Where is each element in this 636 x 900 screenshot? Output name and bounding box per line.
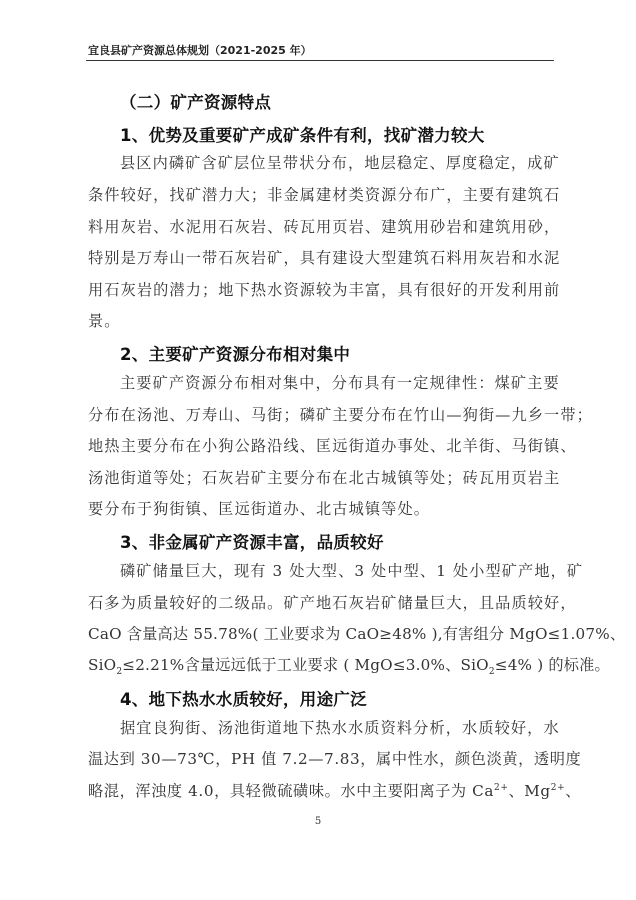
paragraph-line: 地热主要分布在小狗公路沿线、匡远街道办事处、北羊街、马街镇、 bbox=[88, 437, 577, 455]
subscript: 2 bbox=[116, 667, 123, 678]
paragraph-line: 特别是万寿山一带石灰岩矿，具有建设大型建筑石料用灰岩和水泥 bbox=[88, 249, 561, 267]
text-run: ≤2.21%含量远远低于工业要求 ( MgO≤3.0%、SiO bbox=[122, 656, 489, 674]
header-rule bbox=[86, 60, 554, 61]
paragraph-line: 石多为质量较好的二级品。矿产地石灰岩矿储量巨大，且品质较好， bbox=[88, 594, 577, 612]
paragraph-line: 景。 bbox=[88, 312, 121, 330]
paragraph-line: 分布在汤池、万寿山、马街；磷矿主要分布在竹山—狗街—九乡一带； bbox=[88, 406, 593, 424]
paragraph-line: 磷矿储量巨大，现有 3 处大型、3 处中型、1 处小型矿产地，矿 bbox=[120, 562, 584, 580]
subsection-heading-1: 1、优势及重要矿产成矿条件有利，找矿潜力较大 bbox=[120, 126, 485, 145]
paragraph-line: CaO 含量高达 55.78%( 工业要求为 CaO≥48% ),有害组分 MgO≤1.07%、 bbox=[88, 625, 626, 643]
paragraph-line: 要分布于狗街镇、匡远街道办、北古城镇等处。 bbox=[88, 500, 431, 518]
paragraph-line: 条件较好，找矿潜力大；非金属建材类资源分布广，主要有建筑石 bbox=[88, 186, 561, 204]
paragraph-line: 用石灰岩的潜力；地下热水资源较为丰富，具有很好的开发利用前 bbox=[88, 281, 561, 299]
text-run: 、 bbox=[565, 782, 582, 800]
paragraph-line: 县区内磷矿含矿层位呈带状分布，地层稳定、厚度稳定，成矿 bbox=[120, 154, 560, 172]
paragraph-line: 料用灰岩、水泥用石灰岩、砖瓦用页岩、建筑用砂岩和建筑用砂， bbox=[88, 218, 561, 236]
text-run: ≤4% ) 的标准。 bbox=[494, 656, 610, 674]
superscript: 2+ bbox=[550, 782, 566, 793]
subscript: 2 bbox=[488, 667, 495, 678]
paragraph-line bbox=[88, 780, 581, 801]
paragraph-line: 据宜良狗街、汤池街道地下热水水质资料分析，水质较好，水 bbox=[120, 719, 560, 737]
subsection-heading-2: 2、主要矿产资源分布相对集中 bbox=[120, 345, 351, 364]
subsection-heading-3: 3、非金属矿产资源丰富，品质较好 bbox=[120, 533, 384, 552]
text-run: SiO bbox=[88, 656, 117, 674]
paragraph-line: 主要矿产资源分布相对集中，分布具有一定规律性：煤矿主要 bbox=[120, 374, 560, 392]
page-number: 5 bbox=[314, 816, 322, 827]
section-heading: （二）矿产资源特点 bbox=[120, 93, 272, 112]
text-run: 略混，浑浊度 4.0，具轻微硫磺味。水中主要阳离子为 Ca bbox=[88, 782, 495, 800]
paragraph-line bbox=[88, 654, 610, 677]
page-header: 宜良县矿产资源总体规划（2021-2025 年） bbox=[88, 44, 312, 57]
paragraph-line: 汤池街道等处；石灰岩矿主要分布在北古城镇等处；砖瓦用页岩主 bbox=[88, 469, 561, 487]
subsection-heading-4: 4、地下热水水质较好，用途广泛 bbox=[120, 690, 367, 709]
paragraph-line: 温达到 30—73℃，PH 值 7.2—7.83，属中性水，颜色淡黄，透明度 bbox=[88, 750, 582, 768]
text-run: 、Mg bbox=[508, 782, 551, 800]
superscript: 2+ bbox=[494, 782, 509, 793]
